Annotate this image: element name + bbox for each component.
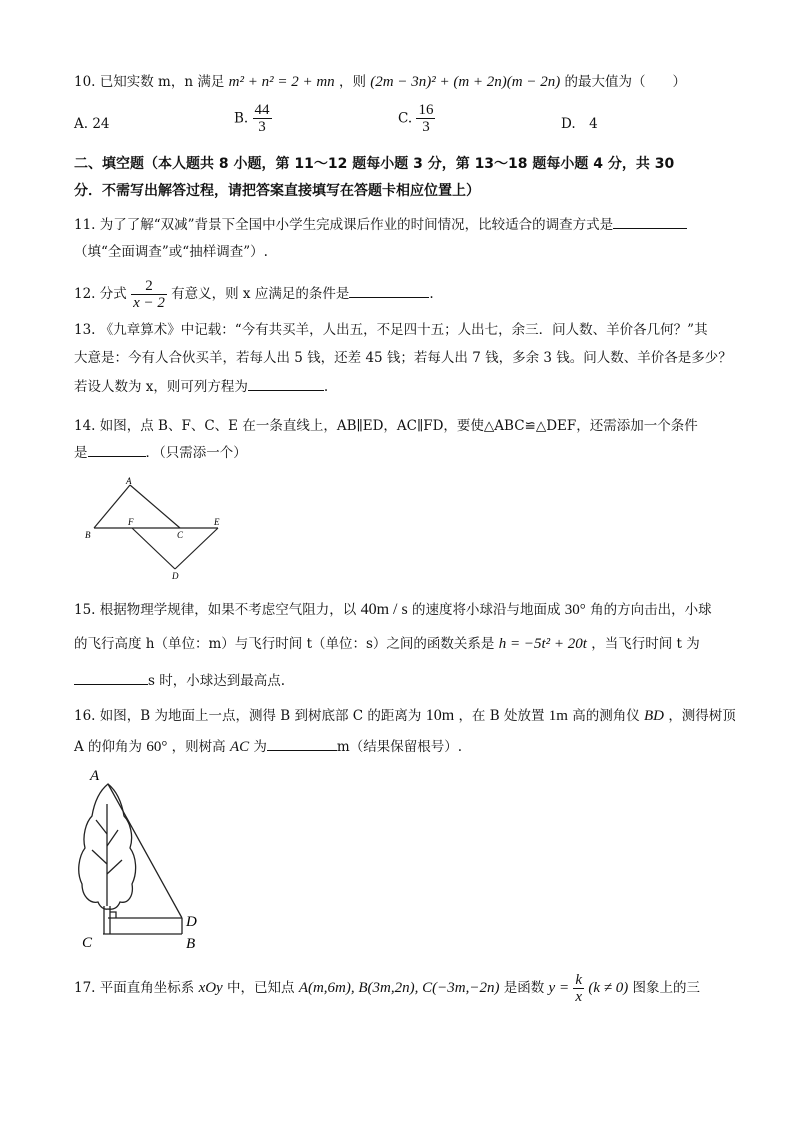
q14-label-c: C	[177, 530, 184, 540]
q10-option-c-den: 3	[422, 119, 430, 135]
q10-option-b	[234, 102, 272, 135]
q17-func-fraction	[573, 972, 584, 1005]
q15-line2-post: ，当飞行时间 t 为	[591, 636, 700, 652]
q14-line2-post: ．（只需添一个）	[145, 445, 247, 461]
section-2-heading-line2: 分．不需写出解答过程，请把答案直接填写在答题卡相应位置上）	[74, 183, 480, 199]
q16-label-c: C	[82, 935, 93, 951]
q16-label-b: B	[186, 936, 196, 952]
q14-label-f: F	[128, 517, 134, 527]
q16-line1-mid2: 高的测角仪	[572, 708, 640, 724]
q16-line1-mid: ，在 B 处放置	[458, 708, 545, 724]
q17-mid2: 是函数	[503, 980, 545, 996]
q13-answer-blank[interactable]	[248, 376, 324, 391]
q10-option-c-num: 16	[418, 102, 434, 118]
q15-speed: 40m / s	[360, 601, 408, 618]
q16-height: 1m	[548, 708, 568, 724]
question-13-line3	[74, 376, 328, 397]
question-16-line2	[74, 736, 462, 757]
q12-den: x − 2	[133, 295, 165, 311]
q17-func-post: (k ≠ 0)	[588, 980, 629, 996]
question-11-line1	[74, 214, 687, 235]
q17-func-num: k	[575, 972, 583, 988]
q10-option-c-label: C.	[398, 110, 413, 127]
q16-line1-pre: 16. 如图，B 为地面上一点，测得 B 到树底部 C 的距离为	[74, 708, 422, 724]
q10-stem-mid: ，则	[338, 74, 366, 90]
q15-line3-text: s 时，小球达到最高点.	[148, 673, 286, 689]
q14-segment-fd	[132, 528, 175, 569]
q12-fraction	[131, 278, 167, 311]
q14-label-b: B	[85, 530, 91, 540]
q16-sight-line	[108, 784, 182, 918]
q15-formula: h = −5t² + 20t	[498, 636, 587, 652]
q10-option-c-fraction	[416, 102, 435, 135]
question-15-line2	[74, 634, 700, 654]
q15-line2-pre: 的飞行高度 h（单位：m）与飞行时间 t（单位：s）之间的函数关系是	[74, 636, 495, 652]
q14-segment-ab	[94, 485, 130, 528]
q15-answer-blank[interactable]	[74, 670, 148, 685]
q14-label-a: A	[126, 476, 132, 486]
q16-distance: 10m	[425, 707, 455, 724]
question-17	[74, 968, 700, 1008]
q10-stem-text: 10. 已知实数 m，n 满足	[74, 74, 225, 90]
q17-axes: xOy	[198, 980, 223, 996]
q17-points: A(m,6m), B(3m,2n), C(−3m,−2n)	[298, 980, 500, 996]
q15-angle: 30°	[564, 602, 586, 618]
q14-triangle-figure	[80, 472, 230, 582]
q10-option-d	[561, 114, 598, 134]
q10-option-b-num: 44	[254, 102, 270, 118]
q16-label-d: D	[186, 914, 197, 930]
q16-branch-1	[96, 820, 107, 834]
question-14-line1: 14. 如图，点 B、F、C、E 在一条直线上，AB∥ED，AC∥FD，要使△ABC≌△DEF，还需添加一个条件	[74, 418, 698, 434]
q12-num: 2	[131, 278, 167, 295]
q15-line1-pre: 15. 根据物理学规律，如果不考虑空气阻力，以	[74, 602, 357, 618]
q10-option-b-den: 3	[258, 119, 266, 135]
q15-line1-post: 角的方向击出，小球	[590, 602, 712, 618]
question-15-line3	[74, 670, 285, 691]
q10-option-b-fraction	[253, 102, 272, 135]
question-15-line1	[74, 600, 712, 620]
q16-right-angle	[110, 912, 116, 918]
q12-end: .	[429, 286, 434, 302]
q17-pre: 17. 平面直角坐标系	[74, 980, 195, 996]
q10-option-a	[74, 114, 110, 134]
question-12	[74, 274, 434, 314]
q16-line2-mid2: 为	[253, 739, 267, 755]
q16-branch-2	[107, 830, 118, 846]
q10-option-c	[398, 102, 435, 135]
q14-label-d: D	[172, 571, 179, 581]
q16-tree: AC	[229, 739, 250, 755]
question-13-line1: 13. 《九章算术》中记载：“今有共买羊，人出五，不足四十五；人出七，余三．问人数、羊价各几何？”其	[74, 322, 708, 338]
q10-stem-post: 的最大值为（ ）	[564, 74, 687, 90]
q10-option-d-label: D. 4	[561, 116, 598, 132]
q17-mid: 中，已知点	[227, 980, 295, 996]
q10-condition: m² + n² = 2 + mn	[228, 74, 335, 90]
q12-post: 有意义，则 x 应满足的条件是	[171, 286, 350, 302]
q11-text: 11. 为了了解“双减”背景下全国中小学生完成课后作业的时间情况，比较适合的调查方式是	[74, 217, 614, 233]
question-13-line2: 大意是：今有人合伙买羊，若每人出 5 钱，还差 45 钱；若每人出 7 钱，多余 3 钱。问人数、羊价各是多少？	[74, 350, 732, 366]
q10-option-b-label: B.	[234, 110, 249, 127]
q16-label-a: A	[90, 768, 100, 784]
q16-answer-blank[interactable]	[267, 736, 337, 751]
q15-line1-mid: 的速度将小球沿与地面成	[411, 602, 561, 618]
q16-branch-3	[92, 850, 107, 864]
q17-func-pre: y =	[548, 980, 570, 996]
q14-line2-pre: 是	[74, 445, 88, 461]
q14-label-e: E	[214, 517, 220, 527]
q16-branch-4	[107, 860, 122, 874]
q16-angle: 60°	[146, 739, 168, 755]
q13-line3-text: 若设人数为 x，则可列方程为	[74, 379, 248, 395]
q12-answer-blank[interactable]	[349, 283, 429, 298]
q11-answer-blank[interactable]	[613, 214, 687, 229]
q16-line1-post: ，测得树顶	[668, 708, 736, 724]
q16-line2-mid: ，则树高	[171, 739, 226, 755]
q13-end: .	[323, 379, 329, 395]
q16-instrument: BD	[644, 708, 665, 724]
question-16-line1	[74, 706, 736, 726]
q14-segment-ac	[130, 485, 180, 528]
question-10-stem	[74, 72, 686, 92]
question-14-line2	[74, 442, 247, 463]
question-11-line2: （填“全面调查”或“抽样调查”）.	[74, 244, 268, 260]
q16-line2-post: m（结果保留根号）.	[336, 739, 462, 755]
q10-option-a-label: A. 24	[74, 116, 110, 132]
q12-pre: 12. 分式	[74, 286, 127, 302]
q14-answer-blank[interactable]	[88, 442, 146, 457]
section-2-heading-line1: 二、填空题（本人题共 8 小题，第 11～12 题每小题 3 分，第 13～18 题每小题 4 分，共 30	[74, 156, 675, 172]
q16-tree-figure	[76, 764, 216, 954]
q17-post: 图象上的三	[632, 980, 701, 996]
q10-expression: (2m − 3n)² + (m + 2n)(m − 2n)	[370, 74, 561, 90]
q16-line2-pre: A 的仰角为	[74, 739, 143, 755]
q17-func-den: x	[575, 989, 583, 1005]
